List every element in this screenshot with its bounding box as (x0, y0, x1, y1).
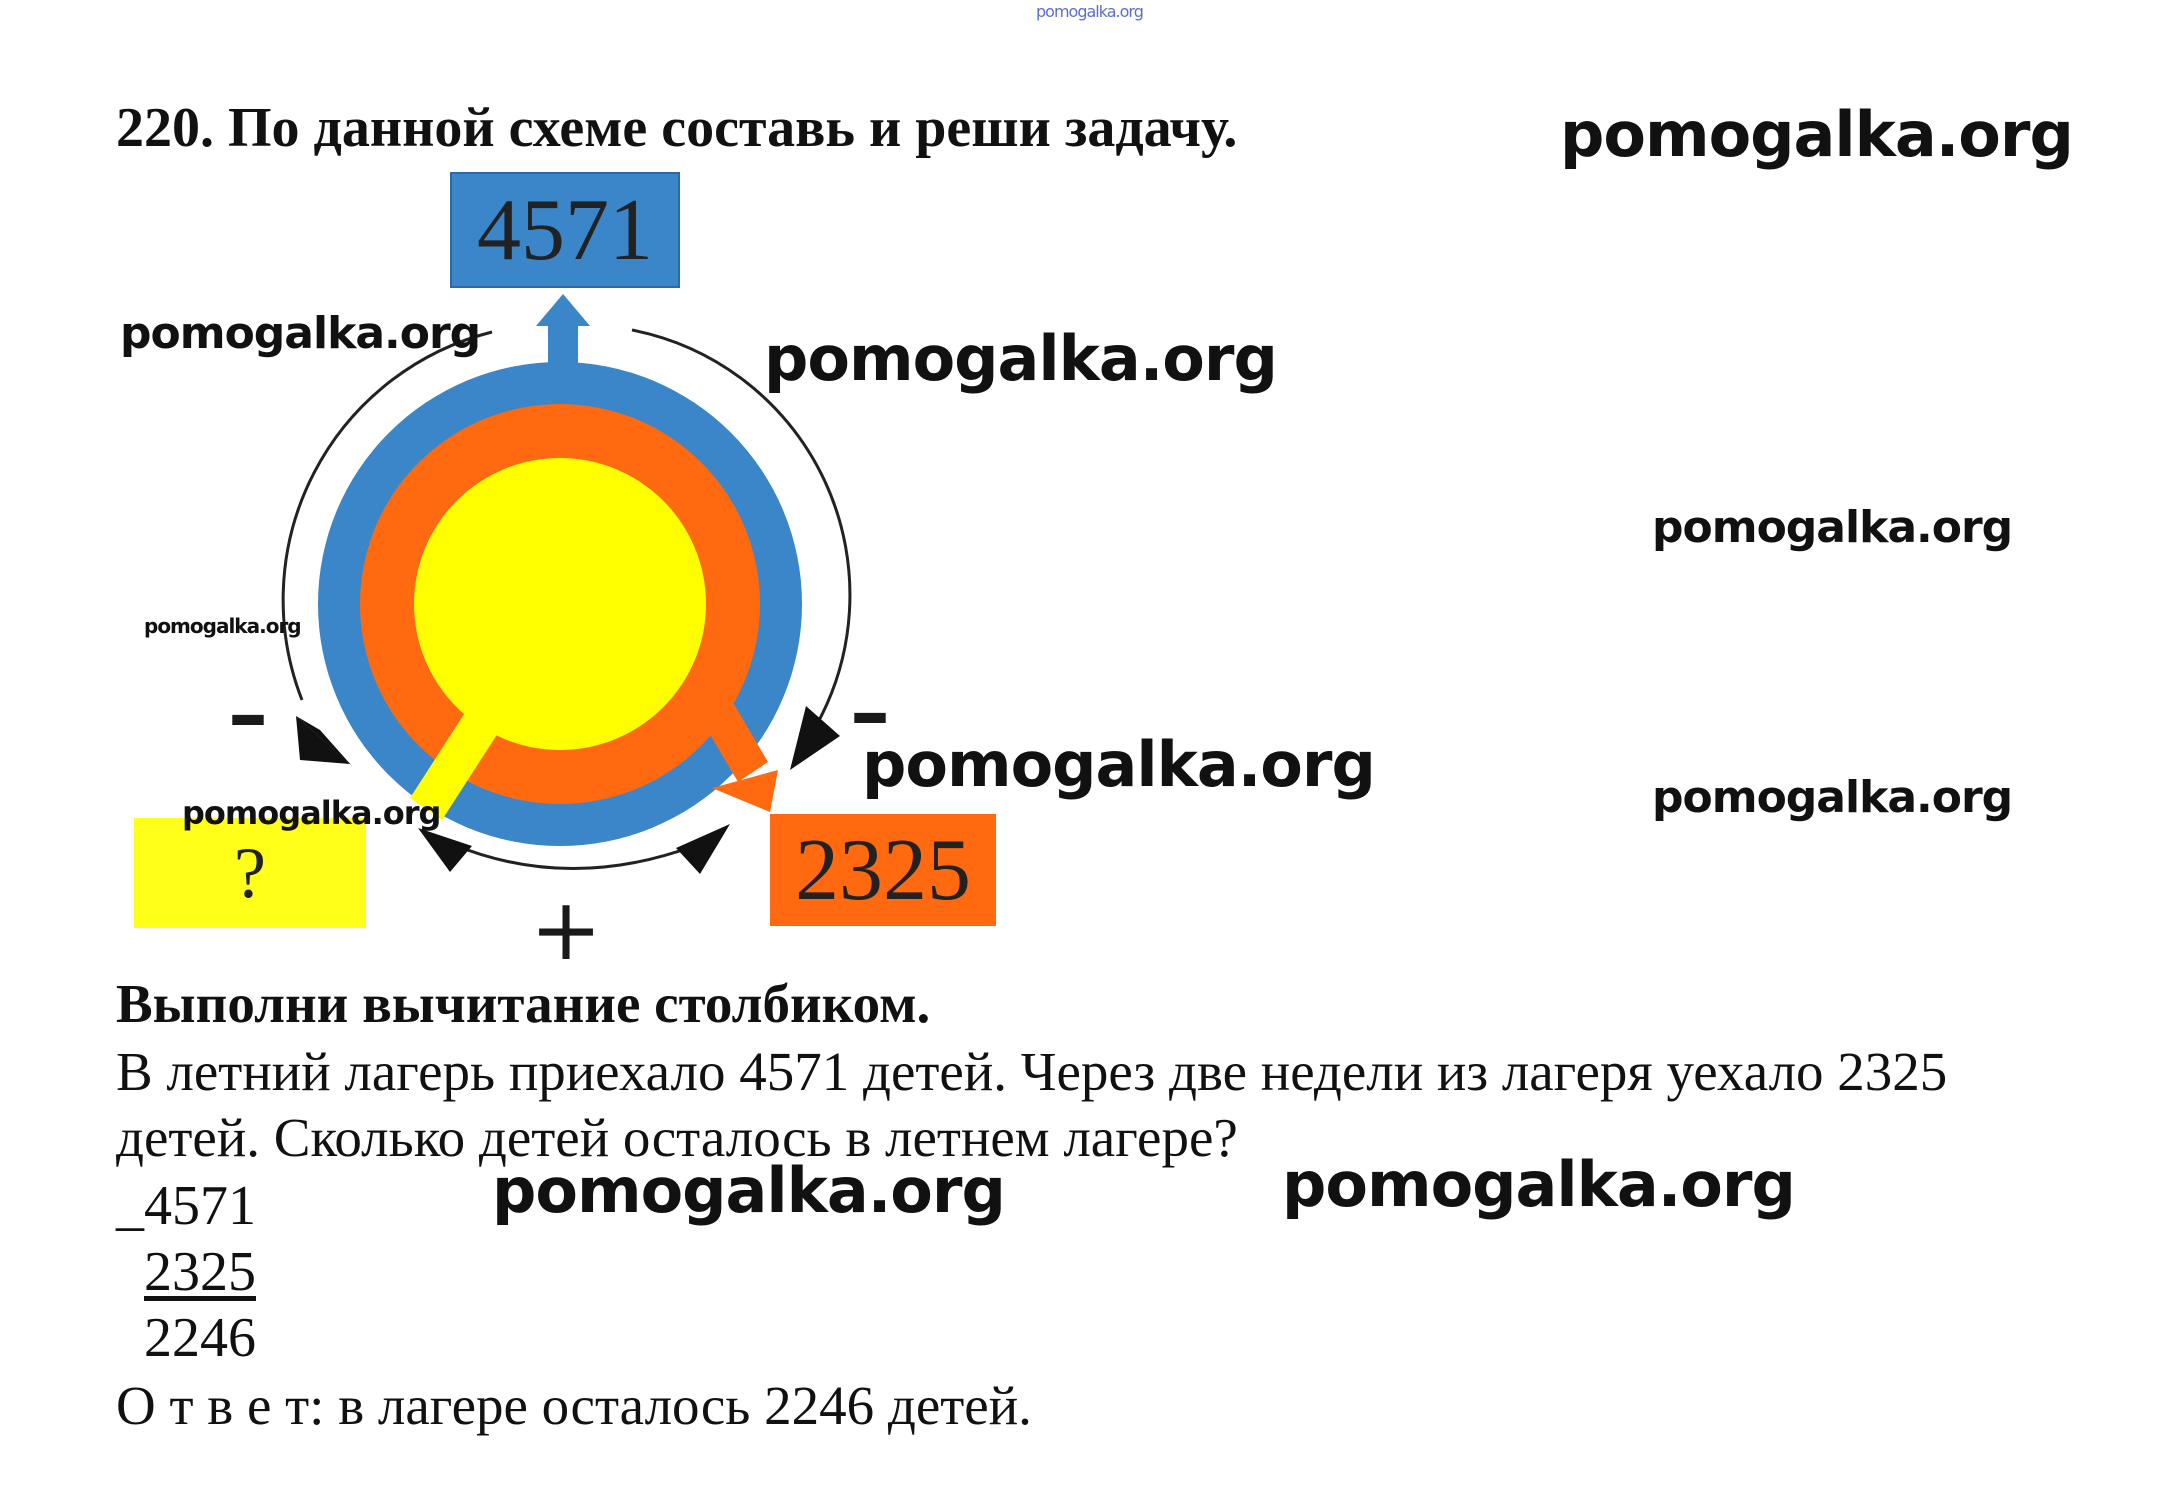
minus-right: – (850, 666, 890, 759)
top-number-box (450, 172, 680, 288)
watermark: pomogalka.org (1560, 98, 2073, 171)
watermark: pomogalka.org (492, 1154, 1005, 1227)
watermark: pomogalka.org (120, 308, 481, 359)
watermark: pomogalka.org (862, 728, 1375, 801)
right-number-box (770, 814, 996, 926)
answer-text: О т в е т: в лагере осталось 2246 детей. (116, 1375, 1032, 1436)
top-arrow-shaft (548, 324, 578, 368)
right-number: 2325 (795, 821, 971, 919)
top-number: 4571 (477, 181, 653, 279)
calc-minuend: _4571 (116, 1175, 256, 1237)
arrowhead-right (790, 706, 840, 770)
unknown-box (134, 818, 366, 928)
watermark: pomogalka.org (144, 614, 301, 638)
inner-yellow-circle (414, 458, 706, 750)
arrowhead-bottom-left (418, 828, 472, 872)
watermark: pomogalka.org (1282, 1148, 1795, 1221)
task-text-line-1: В летний лагерь приехало 4571 детей. Через две недели из лагеря уехало 2325 (116, 1041, 1948, 1102)
minus-left: – (228, 668, 268, 761)
watermark: pomogalka.org (1652, 502, 2013, 553)
arc-bottom (452, 844, 694, 869)
unknown-value: ? (234, 832, 266, 913)
watermark: pomogalka.org (182, 794, 441, 832)
plus-sign: + (530, 880, 603, 980)
calc-result: 2246 (144, 1307, 256, 1369)
page-title: 220. По данной схеме составь и реши задачу. (116, 97, 1238, 159)
task-text-line-2: детей. Сколько детей осталось в летнем лагере? (116, 1107, 1238, 1168)
calc-subtrahend: 2325 (144, 1241, 256, 1303)
watermark: pomogalka.org (764, 322, 1277, 395)
watermark: pomogalka.org (1652, 772, 2013, 823)
exercise-instruction: Выполни вычитание столбиком. (116, 973, 931, 1034)
top-watermark: pomogalka.org (1036, 2, 1143, 21)
top-arrow-head (536, 294, 590, 326)
arrowhead-bottom-right (676, 824, 730, 874)
